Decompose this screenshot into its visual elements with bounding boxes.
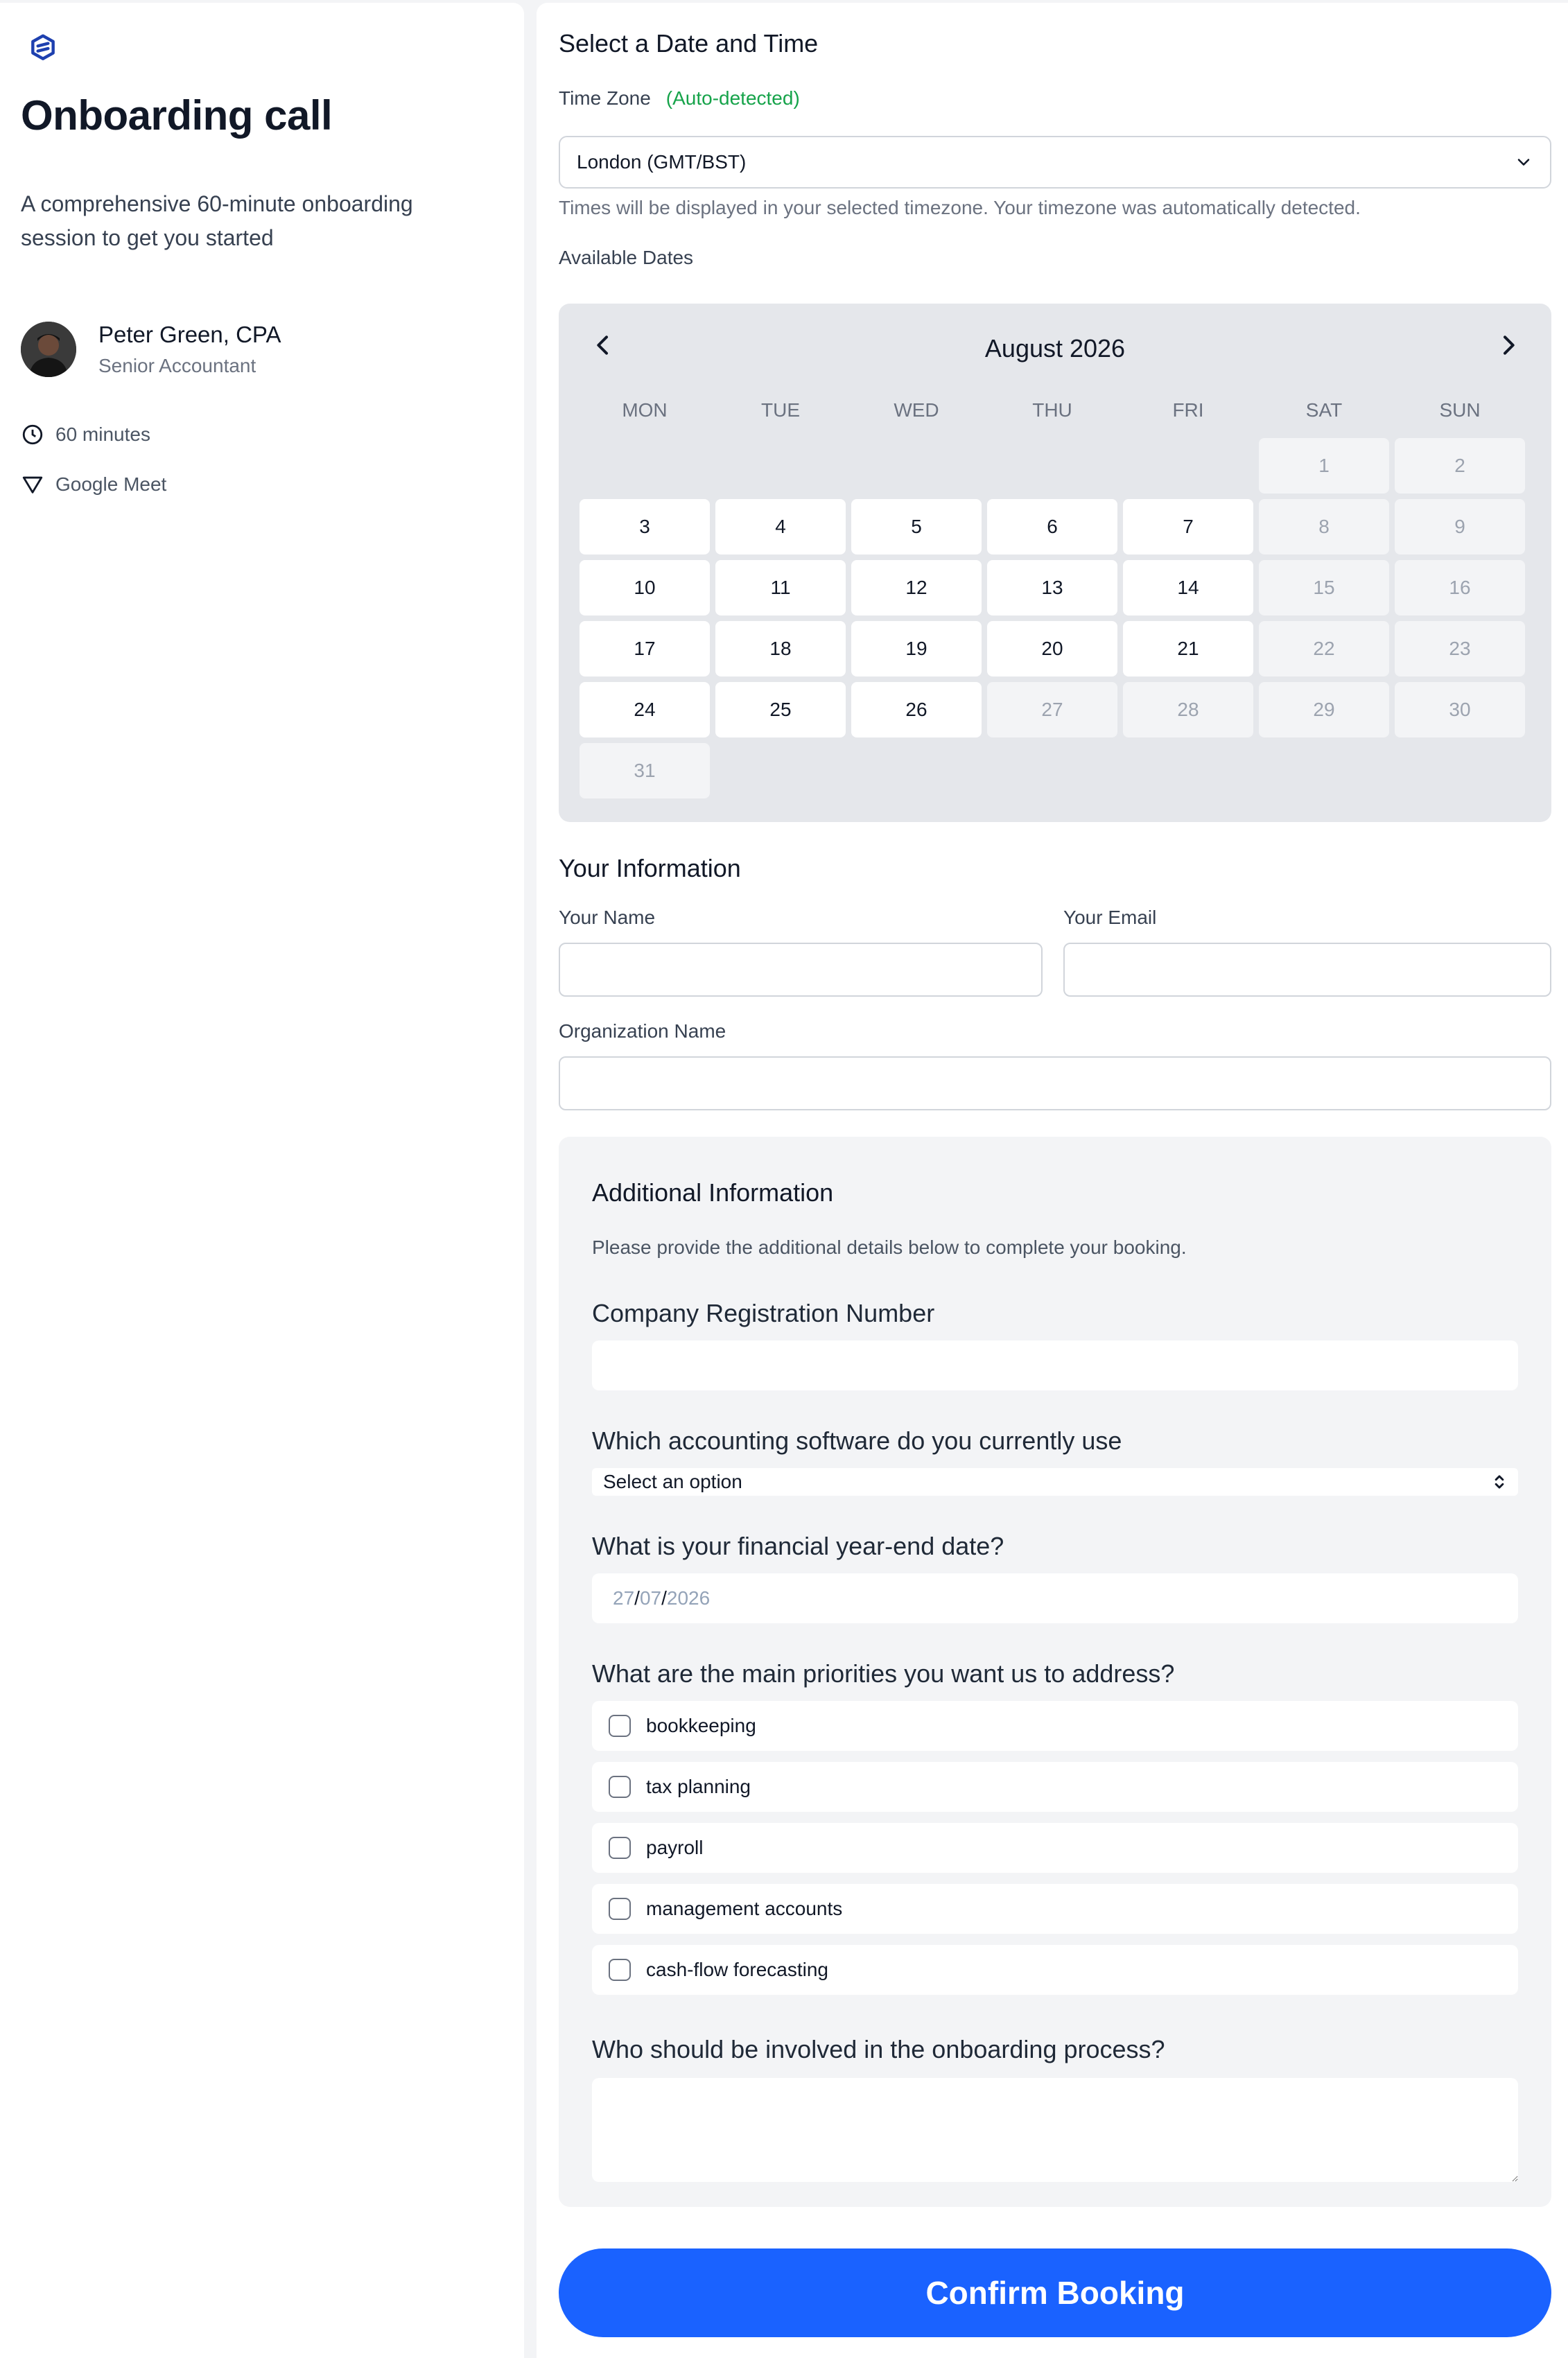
your-email-label: Your Email — [1063, 907, 1157, 928]
priority-option[interactable] — [592, 1823, 1518, 1873]
weekday-header: SAT — [1305, 399, 1343, 421]
additional-information-section — [559, 1137, 1551, 2207]
your-name-input[interactable] — [559, 943, 1043, 997]
organization-name-label: Organization Name — [559, 1020, 726, 1042]
event-details-panel — [0, 3, 524, 2358]
checkbox[interactable] — [609, 1898, 631, 1920]
accounting-software-value: Select an option — [603, 1471, 742, 1492]
checkbox[interactable] — [609, 1776, 631, 1798]
calendar-day[interactable]: 17 — [580, 621, 710, 676]
organization-name-input[interactable] — [559, 1056, 1551, 1110]
timezone-hint: Times will be displayed in your selected timezone. Your timezone was automatically detected. — [559, 197, 1361, 218]
year-end-date-input[interactable]: 27 / 07 / 2026 — [592, 1573, 1518, 1623]
your-email-input[interactable] — [1063, 943, 1551, 997]
weekday-header: THU — [1032, 399, 1072, 421]
weekday-header: WED — [894, 399, 939, 421]
registration-number-label: Company Registration Number — [592, 1299, 935, 1327]
calendar-day[interactable]: 14 — [1123, 560, 1253, 615]
weekday-header: TUE — [761, 399, 800, 421]
calendar-day[interactable]: 11 — [715, 560, 846, 615]
calendar-day[interactable]: 4 — [715, 499, 846, 554]
accounting-software-label: Which accounting software do you currently use — [592, 1426, 1122, 1455]
calendar-month-label: August 2026 — [984, 334, 1126, 363]
accounting-software-select[interactable] — [592, 1468, 1518, 1496]
calendar-day[interactable]: 25 — [715, 682, 846, 737]
timezone-select[interactable] — [559, 136, 1551, 189]
your-info-heading: Your Information — [559, 854, 741, 882]
available-dates-label: Available Dates — [559, 247, 694, 268]
checkbox[interactable] — [609, 1959, 631, 1981]
additional-info-heading: Additional Information — [592, 1178, 834, 1207]
host-avatar — [21, 322, 76, 377]
clock-icon — [21, 423, 44, 446]
priority-label: bookkeeping — [646, 1715, 756, 1736]
calendar-day[interactable]: 24 — [580, 682, 710, 737]
calendar-day[interactable]: 20 — [987, 621, 1117, 676]
calendar-day: 22 — [1259, 621, 1389, 676]
registration-number-input[interactable] — [592, 1340, 1518, 1390]
duration-label: 60 minutes — [55, 423, 150, 445]
calendar-day[interactable]: 10 — [580, 560, 710, 615]
calendar-day[interactable]: 6 — [987, 499, 1117, 554]
chevron-down-icon — [1514, 152, 1533, 172]
priority-option[interactable] — [592, 1945, 1518, 1995]
host-role: Senior Accountant — [98, 355, 256, 376]
calendar-day: 9 — [1395, 499, 1525, 554]
timezone-label: Time Zone — [559, 87, 651, 109]
year-end-year: 2026 — [666, 1587, 711, 1609]
event-description: A comprehensive 60-minute onboarding session to get you started — [21, 191, 413, 250]
priority-label: payroll — [646, 1837, 704, 1858]
checkbox[interactable] — [609, 1837, 631, 1859]
weekday-header: FRI — [1172, 399, 1204, 421]
calendar-day: 2 — [1395, 438, 1525, 494]
weekday-header: SUN — [1439, 399, 1481, 421]
priority-label: tax planning — [646, 1776, 751, 1797]
booking-form-panel — [537, 3, 1568, 2358]
calendar-day: 27 — [987, 682, 1117, 737]
priority-label: cash-flow forecasting — [646, 1959, 829, 1980]
host-name: Peter Green, CPA — [98, 322, 281, 347]
confirm-booking-button[interactable]: Confirm Booking — [559, 2248, 1551, 2337]
duration-row — [21, 423, 150, 446]
calendar-day[interactable]: 3 — [580, 499, 710, 554]
calendar-day[interactable]: 5 — [851, 499, 982, 554]
brand-logo-icon — [28, 33, 58, 64]
priority-option[interactable] — [592, 1762, 1518, 1812]
priorities-label: What are the main priorities you want us to address? — [592, 1659, 1175, 1688]
weekday-header: MON — [622, 399, 668, 421]
year-end-month: 07 — [639, 1587, 662, 1609]
event-title: Onboarding call — [21, 92, 333, 139]
calendar-day[interactable]: 12 — [851, 560, 982, 615]
calendar-day: 1 — [1259, 438, 1389, 494]
priority-label: management accounts — [646, 1898, 843, 1919]
additional-info-intro: Please provide the additional details below to complete your booking. — [592, 1237, 1187, 1258]
calendar-day: 15 — [1259, 560, 1389, 615]
year-end-day: 27 — [613, 1587, 635, 1609]
date-calendar — [559, 304, 1551, 822]
timezone-label-row — [559, 87, 800, 110]
schedule-heading: Select a Date and Time — [559, 29, 819, 58]
calendar-day: 30 — [1395, 682, 1525, 737]
calendar-day: 29 — [1259, 682, 1389, 737]
calendar-day: 16 — [1395, 560, 1525, 615]
involved-label: Who should be involved in the onboarding process? — [592, 2035, 1165, 2063]
calendar-day: 28 — [1123, 682, 1253, 737]
calendar-day[interactable]: 19 — [851, 621, 982, 676]
host-photo-icon — [21, 322, 76, 377]
calendar-day[interactable]: 21 — [1123, 621, 1253, 676]
video-location-icon — [21, 473, 44, 496]
select-updown-icon — [1492, 1473, 1507, 1491]
location-row — [21, 473, 166, 496]
calendar-day: 8 — [1259, 499, 1389, 554]
priority-option[interactable] — [592, 1884, 1518, 1934]
next-month-button[interactable] — [1495, 331, 1522, 359]
auto-detected-note: (Auto-detected) — [665, 87, 800, 109]
calendar-day: 31 — [580, 743, 710, 798]
priority-option[interactable] — [592, 1701, 1518, 1751]
location-label: Google Meet — [55, 473, 167, 495]
calendar-day[interactable]: 26 — [851, 682, 982, 737]
calendar-day[interactable]: 7 — [1123, 499, 1253, 554]
checkbox[interactable] — [609, 1715, 631, 1737]
calendar-day[interactable]: 13 — [987, 560, 1117, 615]
involved-textarea[interactable] — [592, 2078, 1518, 2182]
timezone-value: London (GMT/BST) — [577, 151, 747, 173]
calendar-day[interactable]: 18 — [715, 621, 846, 676]
calendar-day: 23 — [1395, 621, 1525, 676]
your-name-label: Your Name — [559, 907, 656, 928]
year-end-label: What is your financial year-end date? — [592, 1532, 1004, 1560]
